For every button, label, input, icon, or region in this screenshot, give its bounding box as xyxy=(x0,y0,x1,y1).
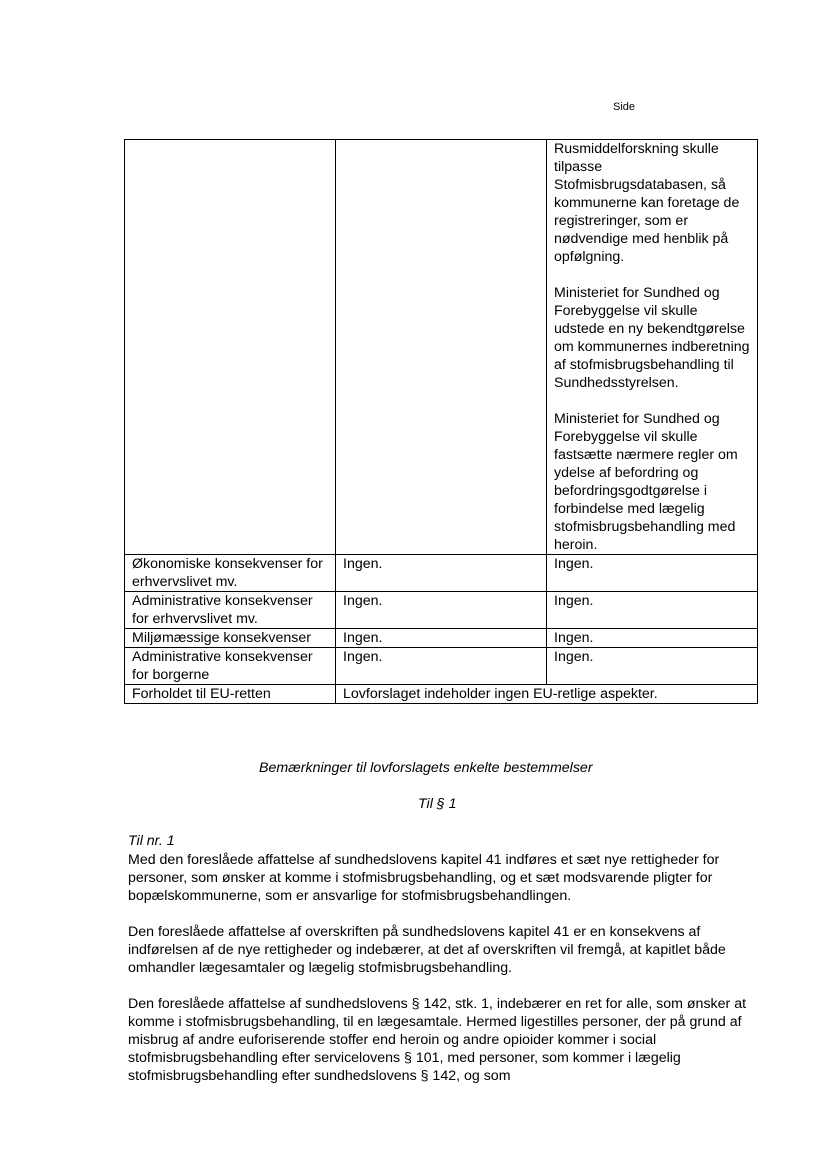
table-cell-empty xyxy=(125,140,336,555)
body-paragraph: Den foreslåede affattelse af sundhedslovens § 142, stk. 1, indebærer en ret for alle, som ønsker at komme i stofmisbrugsbehandling, til en lægesamtale. Hermed ligestilles personer, der på grund af misbrug af andre euforiserende stoffer end heroin og andre opioider kommer i social stofmisbrugsbehandling efter servicelovens § 101, med personer, som kommer i lægelig stofmisbrugsbehandling efter sundhedslovens § 142, og som xyxy=(128,996,747,1084)
row-label: Administrative konsekvenser for erhvervslivet mv. xyxy=(125,592,336,629)
table-row xyxy=(125,592,758,629)
table-paragraph: Ministeriet for Sundhed og Forebyggelse vil skulle fastsætte nærmere regler om ydelse af befordring og befordringsgodtgørelse i forbindelse med lægelig stofmisbrugsbehandling med heroin. xyxy=(554,411,738,553)
row-label: Forholdet til EU-retten xyxy=(125,685,336,704)
remarks-title: Bemærkninger til lovforslagets enkelte bestemmelser xyxy=(259,760,593,776)
table-row-eu xyxy=(125,685,758,704)
table-cell: Ingen. xyxy=(547,592,758,629)
consequences-table xyxy=(124,139,758,704)
table-row xyxy=(125,648,758,685)
table-cell: Ingen. xyxy=(547,648,758,685)
table-paragraph: Ministeriet for Sundhed og Forebyggelse vil skulle udstede en ny bekendtgørelse om kommunernes indberetning af stofmisbrugsbehandling til Sundhedsstyrelsen. xyxy=(554,285,750,391)
row-label: Miljømæssige konsekvenser xyxy=(125,629,336,648)
table-cell-continued-text xyxy=(547,140,758,555)
section-heading: Til § 1 xyxy=(418,796,457,812)
table-row xyxy=(125,555,758,592)
table-cell: Ingen. xyxy=(547,629,758,648)
table-cell: Ingen. xyxy=(547,555,758,592)
body-paragraph: Den foreslåede affattelse af overskriften på sundhedslovens kapitel 41 er en konsekvens af indførelsen af de nye rettigheder og indebærer, at det af overskriften vil fremgå, at kapitlet både omhandler lægesamtaler og lægelig stofmisbrugsbehandling. xyxy=(128,924,726,976)
subsection-heading: Til nr. 1 xyxy=(128,833,175,849)
table-paragraph: Rusmiddelforskning skulle tilpasse Stofmisbrugsdatabasen, så kommunerne kan foretage de registreringer, som er nødvendige med henblik på opfølgning. xyxy=(554,141,740,265)
table-cell: Ingen. xyxy=(336,648,547,685)
body-paragraph: Med den foreslåede affattelse af sundhedslovens kapitel 41 indføres et sæt nye rettigheder for personer, som ønsker at komme i stofmisbrugsbehandling, og et sæt modsvarende pligter for bopælskommunerne, som er ansvarlige for stofmisbrugsbehandlingen. xyxy=(128,852,720,904)
table-cell: Ingen. xyxy=(336,555,547,592)
row-label: Administrative konsekvenser for borgerne xyxy=(125,648,336,685)
page-label: Side xyxy=(613,101,636,113)
table-cell: Ingen. xyxy=(336,629,547,648)
row-label: Økonomiske konsekvenser for erhvervslivet mv. xyxy=(125,555,336,592)
table-cell-merged: Lovforslaget indeholder ingen EU-retlige aspekter. xyxy=(336,685,758,704)
table-row xyxy=(125,629,758,648)
table-cell: Ingen. xyxy=(336,592,547,629)
table-cell-empty xyxy=(336,140,547,555)
table-row xyxy=(125,140,758,555)
